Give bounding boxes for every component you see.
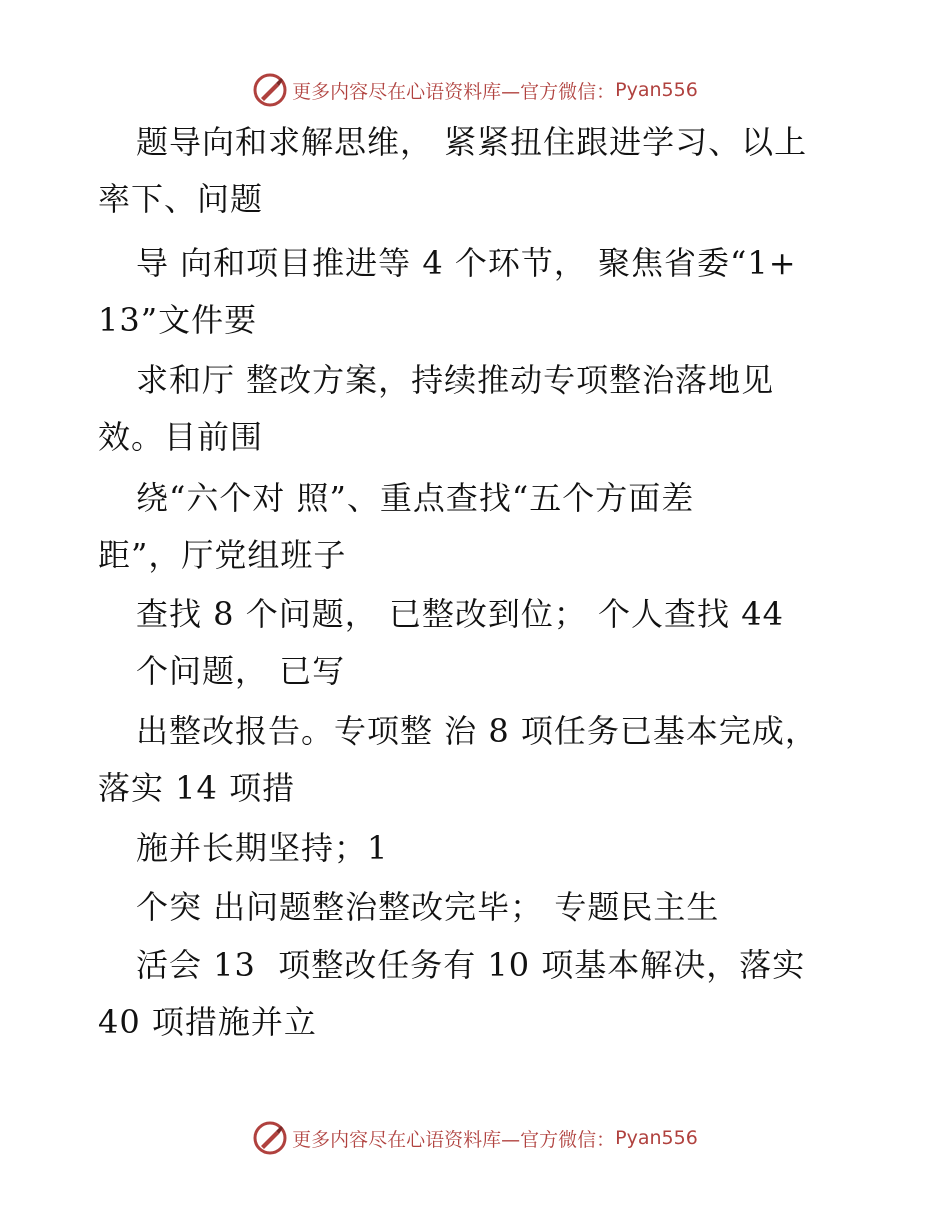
body-line: 导 向和项目推进等 4 个环节， 聚焦省委“1+ [136, 244, 797, 282]
header-banner-handle: Pyan556 [615, 79, 698, 101]
pen-logo-icon [252, 1120, 288, 1156]
body-line: 效。目前围 [98, 418, 264, 456]
body-line: 绕“六个对 照”、重点查找“五个方面差 [136, 479, 695, 517]
body-line: 落实 14 项措 [98, 769, 296, 807]
body-line: 40 项措施并立 [98, 1003, 317, 1041]
body-line: 施并长期坚持；1 [136, 829, 389, 867]
footer-banner-text: 更多内容尽在心语资料库—官方微信： [292, 1128, 616, 1151]
body-line: 个突 出问题整治整改完毕； 专题民主生 [136, 888, 720, 926]
body-line: 求和厅 整改方案，持续推动专项整治落地见 [136, 361, 775, 399]
body-line: 距”，厅党组班子 [98, 536, 347, 574]
footer-banner [0, 1118, 950, 1158]
pen-logo-icon [252, 72, 288, 108]
body-line: 率下、问题 [98, 180, 264, 218]
header-banner-text: 更多内容尽在心语资料库—官方微信： [292, 80, 616, 103]
body-line: 题导向和求解思维， 紧紧扭住跟进学习、以上 [136, 123, 808, 161]
body-line: 13”文件要 [98, 301, 258, 339]
body-line: 出整改报告。专项整 治 8 项任务已基本完成， [136, 712, 818, 750]
footer-banner-handle: Pyan556 [615, 1127, 698, 1149]
header-banner [0, 70, 950, 110]
body-line: 查找 8 个问题， 已整改到位； 个人查找 44 [136, 595, 784, 633]
body-line: 个问题， 已写 [136, 652, 346, 690]
body-line: 活会 13 项整改任务有 10 项基本解决，落实 [136, 946, 806, 984]
